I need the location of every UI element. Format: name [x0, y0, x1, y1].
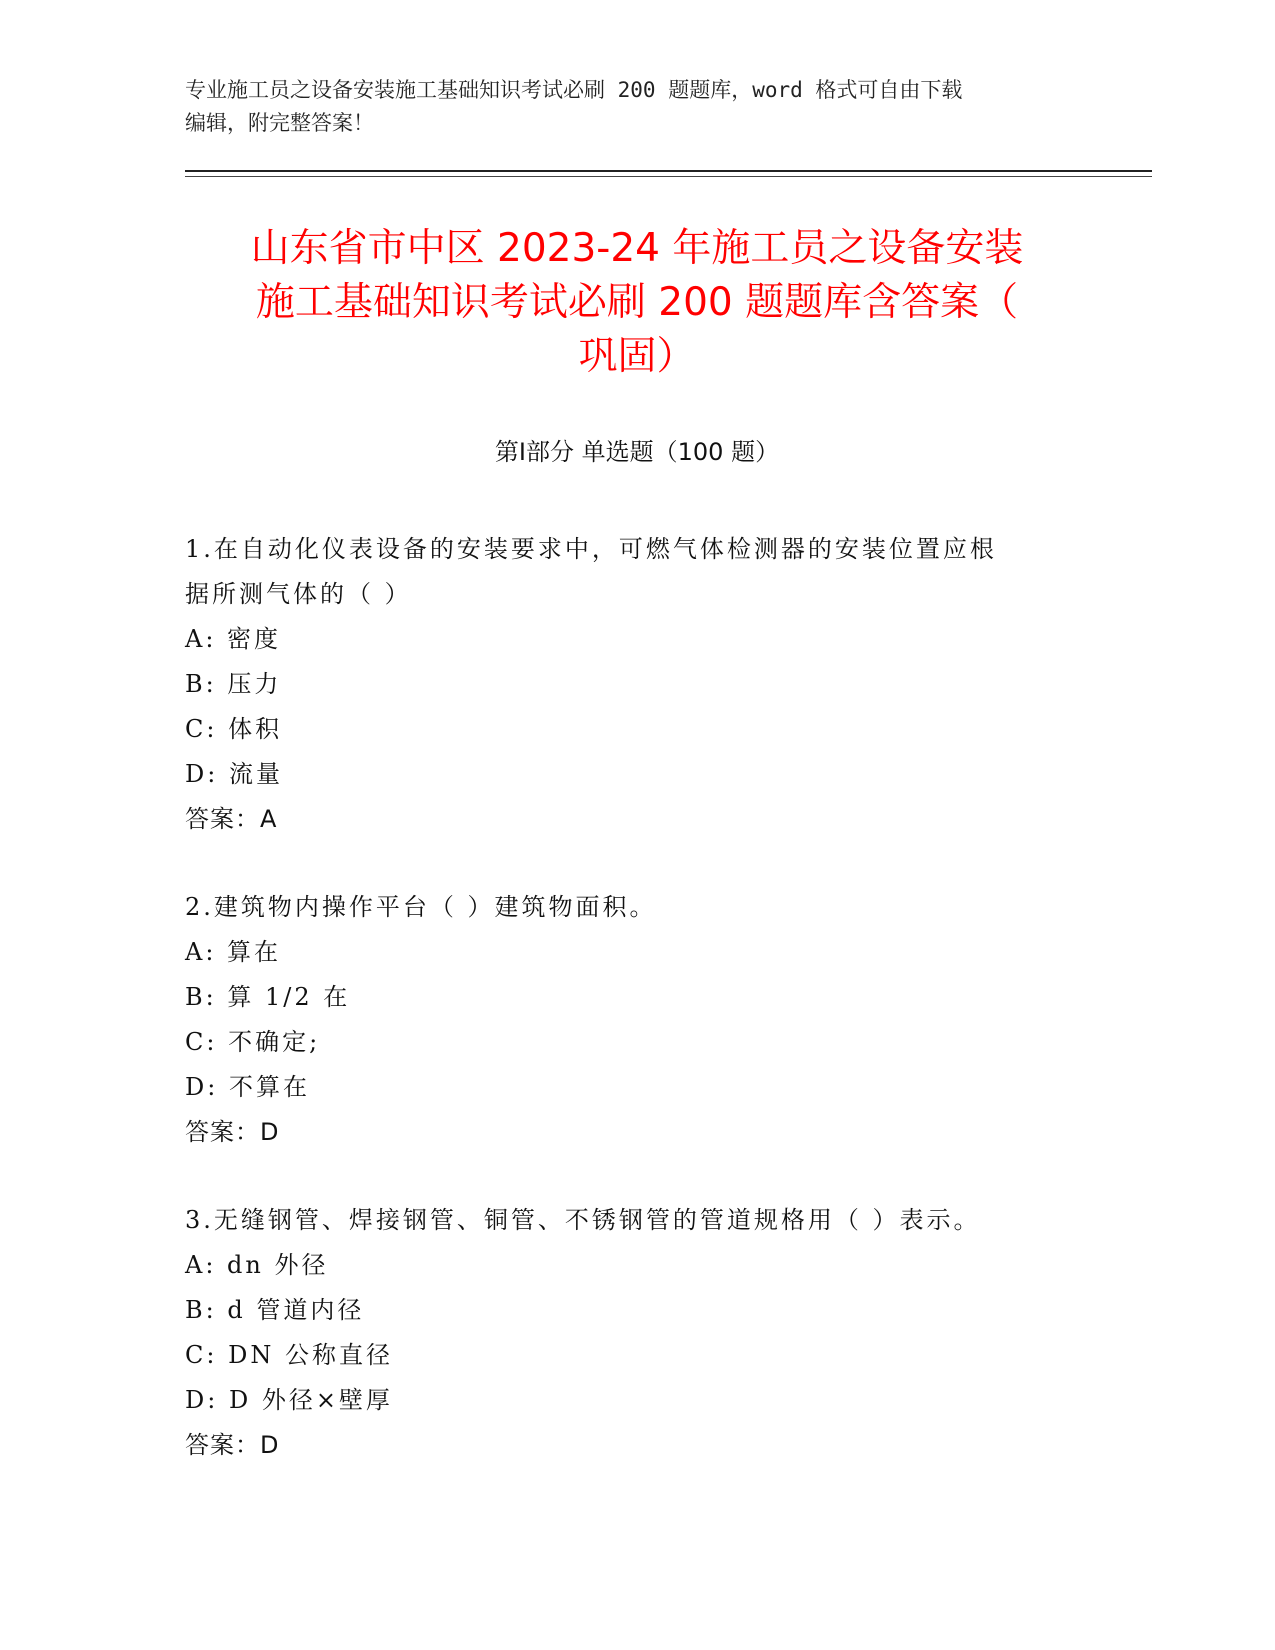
header-divider-thin	[185, 176, 1152, 177]
title-line-2: 施工基础知识考试必刷 200 题题库含答案（	[255, 280, 1019, 325]
title-line-3: 巩固）	[578, 334, 696, 379]
question-stem-continued: 据所测气体的（ ）	[185, 580, 412, 608]
section-heading: 第Ⅰ部分 单选题（100 题）	[494, 438, 780, 466]
option-a: A: 密度	[185, 625, 282, 653]
question-3	[185, 1198, 1065, 1468]
question-1	[185, 527, 1065, 842]
header-line-2: 编辑，附完整答案！	[185, 111, 374, 135]
option-c: C: 体积	[185, 715, 283, 743]
option-b: B: 压力	[185, 670, 282, 698]
header-line-1: 专业施工员之设备安装施工基础知识考试必刷 200 题题库，word 格式可自由下载	[185, 78, 963, 102]
document-title	[185, 222, 1089, 384]
answer: 答案：D	[185, 1431, 280, 1459]
option-d: D: D 外径×壁厚	[185, 1386, 393, 1414]
title-line-1: 山东省市中区 2023-24 年施工员之设备安装	[250, 226, 1024, 271]
option-b: B: 算 1/2 在	[185, 983, 351, 1011]
option-c: C: DN 公称直径	[185, 1341, 393, 1369]
question-stem: 2.建筑物内操作平台（ ）建筑物面积。	[185, 893, 657, 921]
option-b: B: d 管道内径	[185, 1296, 365, 1324]
option-d: D: 不算在	[185, 1073, 310, 1101]
answer: 答案：D	[185, 1118, 280, 1146]
header-divider-thick	[185, 170, 1152, 172]
question-stem: 1.在自动化仪表设备的安装要求中，可燃气体检测器的安装位置应根	[185, 535, 997, 563]
answer: 答案：A	[185, 805, 278, 833]
question-list	[185, 527, 1065, 1511]
option-a: A: 算在	[185, 938, 282, 966]
document-header	[185, 74, 1085, 140]
option-d: D: 流量	[185, 760, 283, 788]
option-c: C: 不确定;	[185, 1028, 321, 1056]
option-a: A: dn 外径	[185, 1251, 329, 1279]
question-2	[185, 885, 1065, 1155]
question-stem: 3.无缝钢管、焊接钢管、铜管、不锈钢管的管道规格用（ ）表示。	[185, 1206, 981, 1234]
